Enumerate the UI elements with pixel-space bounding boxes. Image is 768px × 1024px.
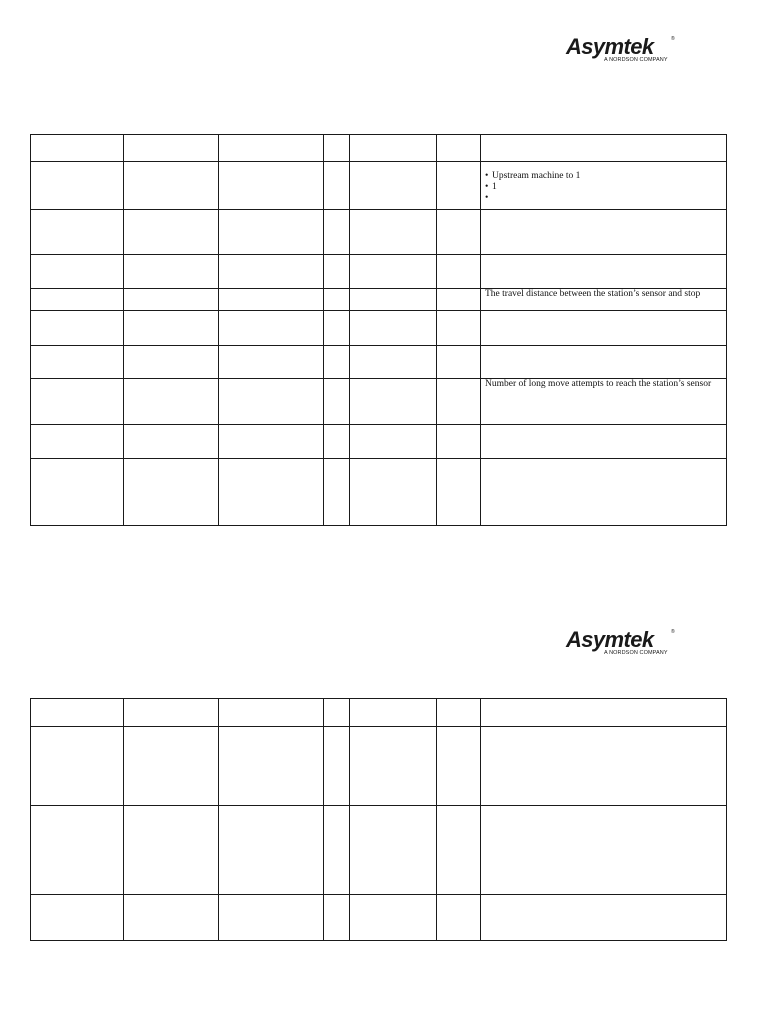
table-cell-description bbox=[481, 289, 727, 311]
table-cell-description bbox=[481, 162, 727, 210]
parameter-table-2 bbox=[30, 698, 727, 941]
table-row bbox=[31, 379, 727, 425]
asymtek-logo bbox=[566, 36, 676, 66]
bullet-glyph: • bbox=[485, 182, 489, 192]
logo-wordmark: Asymtek bbox=[566, 627, 654, 652]
table-cell-description bbox=[481, 425, 727, 459]
table-cell-description bbox=[481, 895, 727, 941]
table-cell-description bbox=[481, 135, 727, 162]
bullet-list bbox=[485, 166, 723, 204]
table-cell-description bbox=[481, 346, 727, 379]
bullet-item bbox=[485, 193, 723, 204]
description-text: The travel distance between the station’s sensor and stop bbox=[485, 289, 701, 299]
table-row bbox=[31, 425, 727, 459]
table-cell-description bbox=[481, 379, 727, 425]
table-row bbox=[31, 727, 727, 806]
bullet-item: • Upstream machine to 1 bbox=[485, 171, 581, 181]
table-row bbox=[31, 895, 727, 941]
table-row bbox=[31, 806, 727, 895]
table-row bbox=[31, 346, 727, 379]
table-row bbox=[31, 289, 727, 311]
description-text: Number of long move attempts to reach the station’s sensor bbox=[485, 379, 712, 389]
table-header-row bbox=[31, 699, 727, 727]
table-row bbox=[31, 459, 727, 526]
logo-tagline: A NORDSON COMPANY bbox=[604, 650, 668, 656]
table-row bbox=[31, 210, 727, 255]
table-cell-description bbox=[481, 459, 727, 526]
logo-registered-mark: ® bbox=[671, 36, 675, 42]
bullet-glyph: • bbox=[485, 193, 489, 203]
parameter-table-1 bbox=[30, 134, 727, 526]
asymtek-logo bbox=[566, 629, 676, 659]
table-cell-description bbox=[481, 311, 727, 346]
bullet-glyph: • bbox=[485, 171, 489, 181]
bullet-item: • 1 bbox=[485, 182, 497, 192]
table-row bbox=[31, 311, 727, 346]
table-header-row bbox=[31, 135, 727, 162]
table-cell-description bbox=[481, 255, 727, 289]
logo-wordmark: Asymtek bbox=[566, 34, 654, 59]
table-cell-description bbox=[481, 727, 727, 806]
logo-registered-mark: ® bbox=[671, 629, 675, 635]
table-row bbox=[31, 162, 727, 210]
table-cell-description bbox=[481, 210, 727, 255]
table-cell-description bbox=[481, 699, 727, 727]
table-row bbox=[31, 255, 727, 289]
logo-tagline: A NORDSON COMPANY bbox=[604, 57, 668, 63]
table-cell-description bbox=[481, 806, 727, 895]
